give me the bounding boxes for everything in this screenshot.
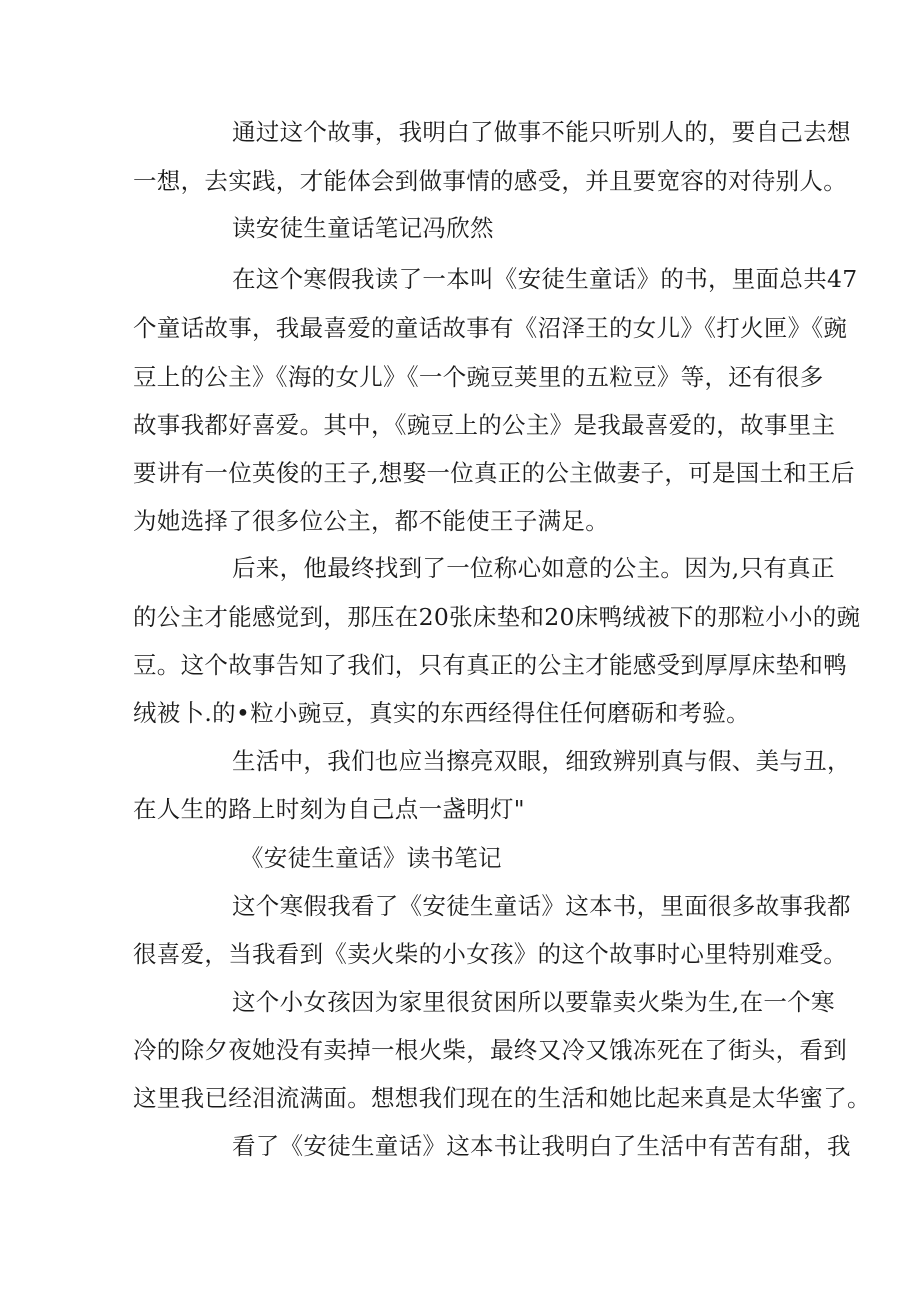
text-line: 豆上的公主》《海的女儿》《一个豌豆荚里的五粒豆》等，还有很多 (133, 363, 824, 391)
text-line: 为她选择了很多位公主，都不能使王子满足。 (133, 507, 609, 535)
text-line: 一想，去实践，才能体会到做事情的感受，并且要宽容的对待别人。 (133, 167, 847, 195)
text-line: 看了《安徒生童话》这本书让我明白了生活中有苦有甜，我 (232, 1132, 851, 1160)
text-line: 在人生的路上时刻为自己点一盏明灯" (133, 795, 525, 823)
text-line: 冷的除夕夜她没有卖掉一根火柴，最终又冷又饿冻死在了街头，看到 (133, 1036, 847, 1064)
text-line: 很喜爱，当我看到《卖火柴的小女孩》的这个故事时心里特别难受。 (133, 940, 847, 968)
text-line: 要讲有一位英俊的王子,想娶一位真正的公主做妻子，可是国土和王后 (133, 459, 855, 487)
section-heading: 《安徒生童话》读书笔记 (240, 844, 502, 872)
text-line: 的公主才能感觉到，那压在20张床垫和20床鸭绒被下的那粒小小的豌 (133, 603, 861, 631)
text-line: 这里我已经泪流满面。想想我们现在的生活和她比起来真是太华蜜了。 (133, 1084, 871, 1112)
text-line: 绒被卜.的•粒小豌豆，真实的东西经得住任何磨砺和考验。 (133, 699, 750, 727)
text-line: 这个寒假我看了《安徒生童话》这本书，里面很多故事我都 (232, 892, 851, 920)
text-line: 豆。这个故事告知了我们，只有真正的公主才能感受到厚厚床垫和鸭 (133, 651, 847, 679)
text-line: 故事我都好喜爱。其中，《豌豆上的公主》是我最喜爱的，故事里主 (133, 411, 836, 439)
text-line: 后来，他最终找到了一位称心如意的公主。因为,只有真正 (232, 554, 835, 582)
text-line: 这个小女孩因为家里很贫困所以要靠卖火柴为生,在一个寒 (232, 988, 835, 1016)
text-line: 个童话故事，我最喜爱的童话故事有《沼泽王的女儿》《打火匣》《豌 (133, 314, 848, 342)
text-line: 通过这个故事，我明白了做事不能只听别人的，要自己去想 (232, 118, 851, 146)
section-heading: 读安徒生童话笔记冯欣然 (232, 214, 494, 242)
text-line: 在这个寒假我读了一本叫《安徒生童话》的书，里面总共47 (232, 265, 858, 293)
text-line: 生活中，我们也应当擦亮双眼，细致辨别真与假、美与丑， (232, 747, 851, 775)
